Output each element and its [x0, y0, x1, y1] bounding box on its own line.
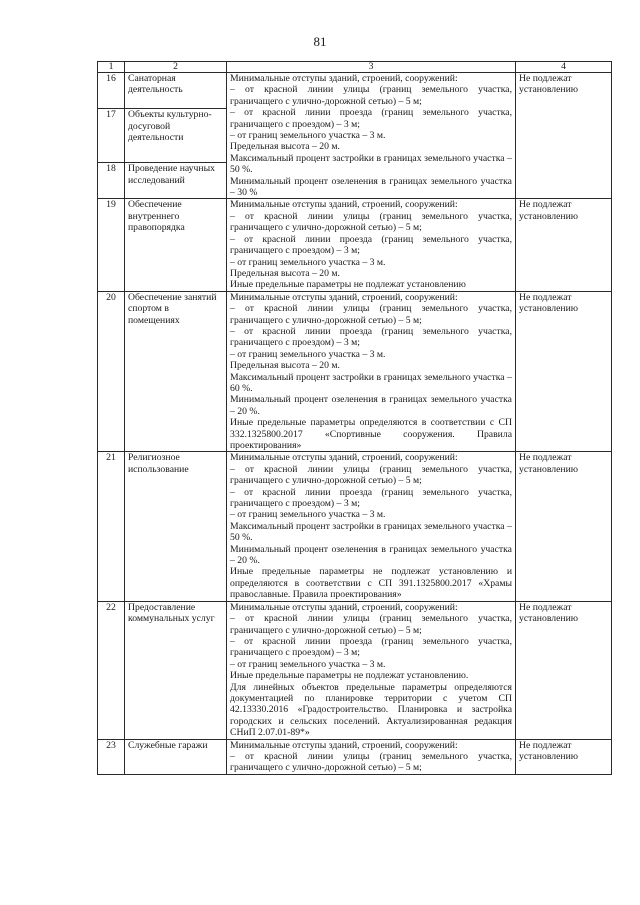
row-number: 21 [98, 452, 125, 601]
parameter-line: – от красной линии проезда (границ земельного участка, граничащего с проездом) – 3 м; [230, 233, 512, 257]
parameter-line: – от красной линии улицы (границ земельного участка, граничащего с улично-дорожной сетью) – 5 м; [230, 750, 512, 774]
parameter-line: Иные предельные параметры не подлежат установлению [230, 279, 466, 291]
row-number: 20 [98, 291, 125, 452]
page-number: 81 [313, 34, 327, 49]
use-type-name: Религиозное использование [125, 452, 227, 601]
parameter-line: – от красной линии улицы (границ земельного участка, граничащего с улично-дорожной сетью) – 5 м; [230, 613, 512, 636]
row-number: 23 [98, 739, 125, 774]
note-cell: Не подлежат установлению [516, 452, 612, 601]
parameter-line: – от красной линии улицы (границ земельного участка, граничащего с улично-дорожной сетью) – 5 м; [230, 303, 512, 326]
parameter-line: – от красной линии проезда (границ земельного участка, граничащего с проездом) – 3 м; [230, 107, 512, 130]
parameter-line: Иные предельные параметры определяются в соответствии с СП 332.1325800.2017 «Спортивные сооружения. Правила проектирования» [230, 417, 512, 451]
parameter-line: – от красной линии проезда (границ земельного участка, граничащего с проездом) – 3 м; [230, 635, 512, 659]
parameter-line: Для линейных объектов предельные параметры определяются документацией по планировке территории с учетом СП 42.13330.2016 «Градостроительство. Планировка и застройка городских и сельских поселений. Актуализированная редакция СНиП 2.07.01-89*» [230, 681, 512, 739]
table-row [98, 452, 612, 601]
note-cell: Не подлежат установлению [516, 199, 612, 291]
parameters-cell [227, 199, 516, 291]
parameter-line: Минимальные отступы зданий, строений, сооружений: [230, 291, 458, 303]
parameter-line: Минимальные отступы зданий, строений, сооружений: [230, 199, 458, 211]
use-type-name: Обеспечение занятий спортом в помещениях [125, 291, 227, 452]
row-number: 22 [98, 601, 125, 739]
parameter-line: Максимальный процент застройки в границах земельного участка – 50 %. [230, 520, 512, 544]
header-col-3: 3 [227, 62, 516, 73]
parameter-line: – от красной линии улицы (границ земельного участка, граничащего с улично-дорожной сетью) – 5 м; [230, 463, 512, 487]
parameter-line: – от границ земельного участка – 3 м. [230, 130, 386, 142]
note-cell: Не подлежат установлению [516, 291, 612, 452]
parameters-cell [227, 739, 516, 774]
use-type-name: Служебные гаражи [125, 739, 227, 774]
use-type-name: Санаторная деятельность [125, 73, 227, 109]
table-row [98, 291, 612, 452]
parameter-line: – от границ земельного участка – 3 м. [230, 509, 386, 521]
note-cell: Не подлежат установлению [516, 73, 612, 199]
table-row [98, 601, 612, 739]
parameter-line: Максимальный процент застройки в границах земельного участка – 50 %. [230, 152, 512, 176]
header-col-1: 1 [98, 62, 125, 73]
use-type-name: Обеспечение внутреннего правопорядка [125, 199, 227, 291]
row-number: 16 [98, 73, 125, 109]
parameter-line: – от красной линии улицы (границ земельного участка, граничащего с улично-дорожной сетью) – 5 м; [230, 210, 512, 234]
parameter-line: Иные предельные параметры не подлежат установлению и определяются в соответствии с СП 391.1325800.2017 «Храмы православные. Правила проектирования» [230, 566, 512, 601]
parameter-line: – от красной линии улицы (границ земельного участка, граничащего с улично-дорожной сетью) – 5 м; [230, 84, 512, 107]
parameter-line: Минимальный процент озеленения в границах земельного участка – 20 %. [230, 394, 512, 417]
parameter-line: Иные предельные параметры не подлежат установлению. [230, 670, 469, 682]
table-row [98, 73, 612, 109]
row-number: 18 [98, 163, 125, 199]
header-col-2: 2 [125, 62, 227, 73]
use-type-name: Предоставление коммунальных услуг [125, 601, 227, 739]
parameter-line: Минимальные отступы зданий, строений, сооружений: [230, 601, 458, 613]
parameter-line: Минимальный процент озеленения в границах земельного участка – 30 % [230, 175, 512, 199]
table-row [98, 739, 612, 774]
use-type-name: Проведение научных исследований [125, 163, 227, 199]
parameter-line: Минимальные отступы зданий, строений, сооружений: [230, 452, 458, 464]
parameter-line: Минимальные отступы зданий, строений, сооружений: [230, 739, 458, 751]
header-col-4: 4 [516, 62, 612, 73]
parameter-line: Минимальный процент озеленения в границах земельного участка – 20 %. [230, 543, 512, 567]
row-number: 17 [98, 109, 125, 163]
parameter-line: – от красной линии проезда (границ земельного участка, граничащего с проездом) – 3 м; [230, 325, 512, 349]
parameter-line: Минимальные отступы зданий, строений, сооружений: [230, 73, 458, 84]
parameters-cell [227, 73, 516, 199]
parameter-line: Предельная высота – 20 м. [230, 360, 340, 372]
parameter-line: Предельная высота – 20 м. [230, 141, 340, 153]
parameter-line: Максимальный процент застройки в границах земельного участка – 60 %. [230, 371, 512, 394]
parameter-line: – от красной линии проезда (границ земельного участка, граничащего с проездом) – 3 м; [230, 486, 512, 510]
note-cell: Не подлежат установлению [516, 739, 612, 774]
parameter-line: – от границ земельного участка – 3 м. [230, 658, 386, 670]
table-row [98, 199, 612, 291]
parameters-cell [227, 601, 516, 739]
parameter-line: Предельная высота – 20 м. [230, 267, 340, 279]
parameters-cell [227, 291, 516, 452]
table-header-row [98, 62, 612, 73]
parameters-cell [227, 452, 516, 601]
note-cell: Не подлежат установлению [516, 601, 612, 739]
use-type-name: Объекты культурно-досуговой деятельности [125, 109, 227, 163]
regulations-table [97, 61, 612, 775]
parameter-line: – от границ земельного участка – 3 м. [230, 348, 386, 360]
row-number: 19 [98, 199, 125, 291]
parameter-line: – от границ земельного участка – 3 м. [230, 256, 386, 268]
